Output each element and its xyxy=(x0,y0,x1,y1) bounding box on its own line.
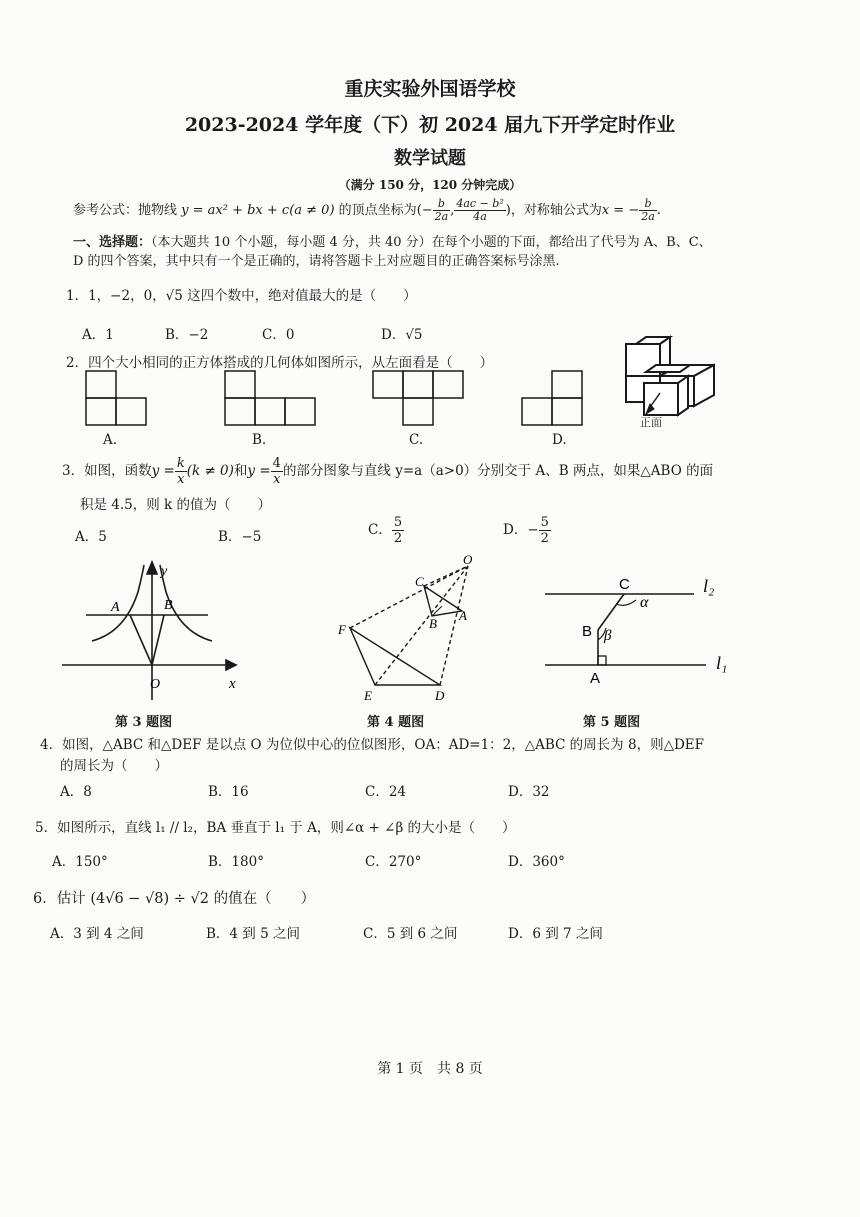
exam-subject: 数学试题 xyxy=(394,148,466,169)
q2-front-label: 正面 xyxy=(640,416,662,429)
fig5-label-c: C xyxy=(619,576,630,593)
question-1-stem: 1．1，−2，0，√5 这四个数中，绝对值最大的是（ ） xyxy=(66,288,417,304)
question-5-stem: 5．如图所示，直线 l₁ // l₂，BA 垂直于 l₁ 于 A，则∠α + ∠β 的大小是（ ） xyxy=(35,820,516,836)
fig3-label-o: O xyxy=(150,677,161,692)
fig4-label-d: D xyxy=(435,688,445,703)
section-instructions-line1: 一、选择题：（本大题共 10 个小题，每小题 4 分，共 40 分）在每个小题的下面，都给出了代号为 A、B、C、 xyxy=(73,235,712,250)
q1-option-b: B．−2 xyxy=(165,327,209,343)
q6-option-a: A．3 到 4 之间 xyxy=(50,926,144,942)
question-4-stem-line2: 的周长为（ ） xyxy=(60,758,168,774)
figure-3-graph xyxy=(62,562,236,700)
q6-option-b: B．4 到 5 之间 xyxy=(206,926,300,942)
q3-option-b: B．−5 xyxy=(218,529,262,545)
question-3-stem-line2: 积是 4.5，则 k 的值为（ ） xyxy=(80,497,272,513)
q2-option-b: B. xyxy=(252,432,267,448)
q5-option-d: D．360° xyxy=(508,854,565,870)
q4-option-a: A．8 xyxy=(60,784,92,800)
figure-4-caption: 第 4 题图 xyxy=(367,715,425,730)
q5-option-a: A．150° xyxy=(52,854,108,870)
q4-option-b: B．16 xyxy=(208,784,249,800)
exam-term: 2023-2024 学年度（下）初 2024 届九下开学定时作业 xyxy=(184,114,676,136)
figure-3-caption: 第 3 题图 xyxy=(115,715,173,730)
fig4-label-f: F xyxy=(338,622,346,637)
fig4-label-e: E xyxy=(364,688,372,703)
fig4-label-o: O xyxy=(463,552,473,567)
fig3-label-b: B xyxy=(164,598,173,613)
q6-option-d: D．6 到 7 之间 xyxy=(508,926,603,942)
fig5-label-l2: l₂ xyxy=(703,576,715,596)
fig3-label-y: y xyxy=(161,564,168,579)
q1-option-d: D．√5 xyxy=(381,327,423,343)
fig5-label-alpha: α xyxy=(640,594,649,611)
q5-option-c: C．270° xyxy=(365,854,422,870)
q4-option-c: C．24 xyxy=(365,784,407,800)
fig5-label-beta: β xyxy=(604,628,612,644)
fig3-label-x: x xyxy=(229,676,236,692)
q5-option-b: B．180° xyxy=(208,854,264,870)
q2-option-a: A. xyxy=(103,432,118,448)
fig5-label-b: B xyxy=(582,623,593,640)
question-2-stem: 2．四个大小相同的正方体搭成的几何体如图所示，从左面看是（ ） xyxy=(66,355,494,371)
q1-option-a: A．1 xyxy=(82,327,114,343)
fig5-label-l1: l₁ xyxy=(716,653,728,673)
figure-5-diagram xyxy=(545,594,706,665)
q1-option-c: C．0 xyxy=(262,327,295,343)
question-4-stem-line1: 4．如图，△ABC 和△DEF 是以点 O 为位似中心的位似图形，OA：AD=1：2，△ABC 的周长为 8，则△DEF xyxy=(40,737,704,753)
q3-option-a: A．5 xyxy=(75,529,107,545)
figure-4-diagram xyxy=(350,566,468,685)
question-6-stem: 6．估计 (4√6 − √8) ÷ √2 的值在（ ） xyxy=(33,891,316,907)
fig5-label-a: A xyxy=(590,670,601,687)
q4-option-d: D．32 xyxy=(508,784,550,800)
q3-option-d: D．− $\frac{5}{2}$ xyxy=(503,515,549,546)
fig4-label-b: B xyxy=(429,616,437,631)
reference-formula: 参考公式：抛物线 y = ax² + bx + c(a ≠ 0) 的顶点坐标为(− $\frac{b}{2a}$ , $\frac{\text{4ac − b²}}{4a}$ )，对称轴公式为x = − $\frac{b}{2a}$ . xyxy=(73,197,661,223)
figure-5-caption: 第 5 题图 xyxy=(583,715,641,730)
question-3-stem-line1: 3．如图，函数y = $\frac{k}{x}$ (k ≠ 0)和y = $\frac{4}{x}$ 的部分图象与直线 y=a（a>0）分别交于 A、B 两点，如果△ABO 的面 xyxy=(62,456,714,487)
q3-option-c: C． $\frac{5}{2}$ xyxy=(368,515,403,546)
exam-note: （满分 150 分，120 分钟完成） xyxy=(338,178,522,192)
q2-option-d: D. xyxy=(552,432,567,448)
school-name: 重庆实验外国语学校 xyxy=(344,78,516,100)
q6-option-c: C．5 到 6 之间 xyxy=(363,926,458,942)
fig4-label-a: A xyxy=(459,608,467,623)
q2-option-c: C. xyxy=(409,432,424,448)
section-instructions-line2: D 的四个答案，其中只有一个是正确的，请将答题卡上对应题目的正确答案标号涂黑. xyxy=(73,254,560,269)
fig3-label-a: A xyxy=(111,600,120,615)
page-footer: 第 1 页 共 8 页 xyxy=(377,1061,483,1077)
fig4-label-c: C xyxy=(415,574,424,589)
